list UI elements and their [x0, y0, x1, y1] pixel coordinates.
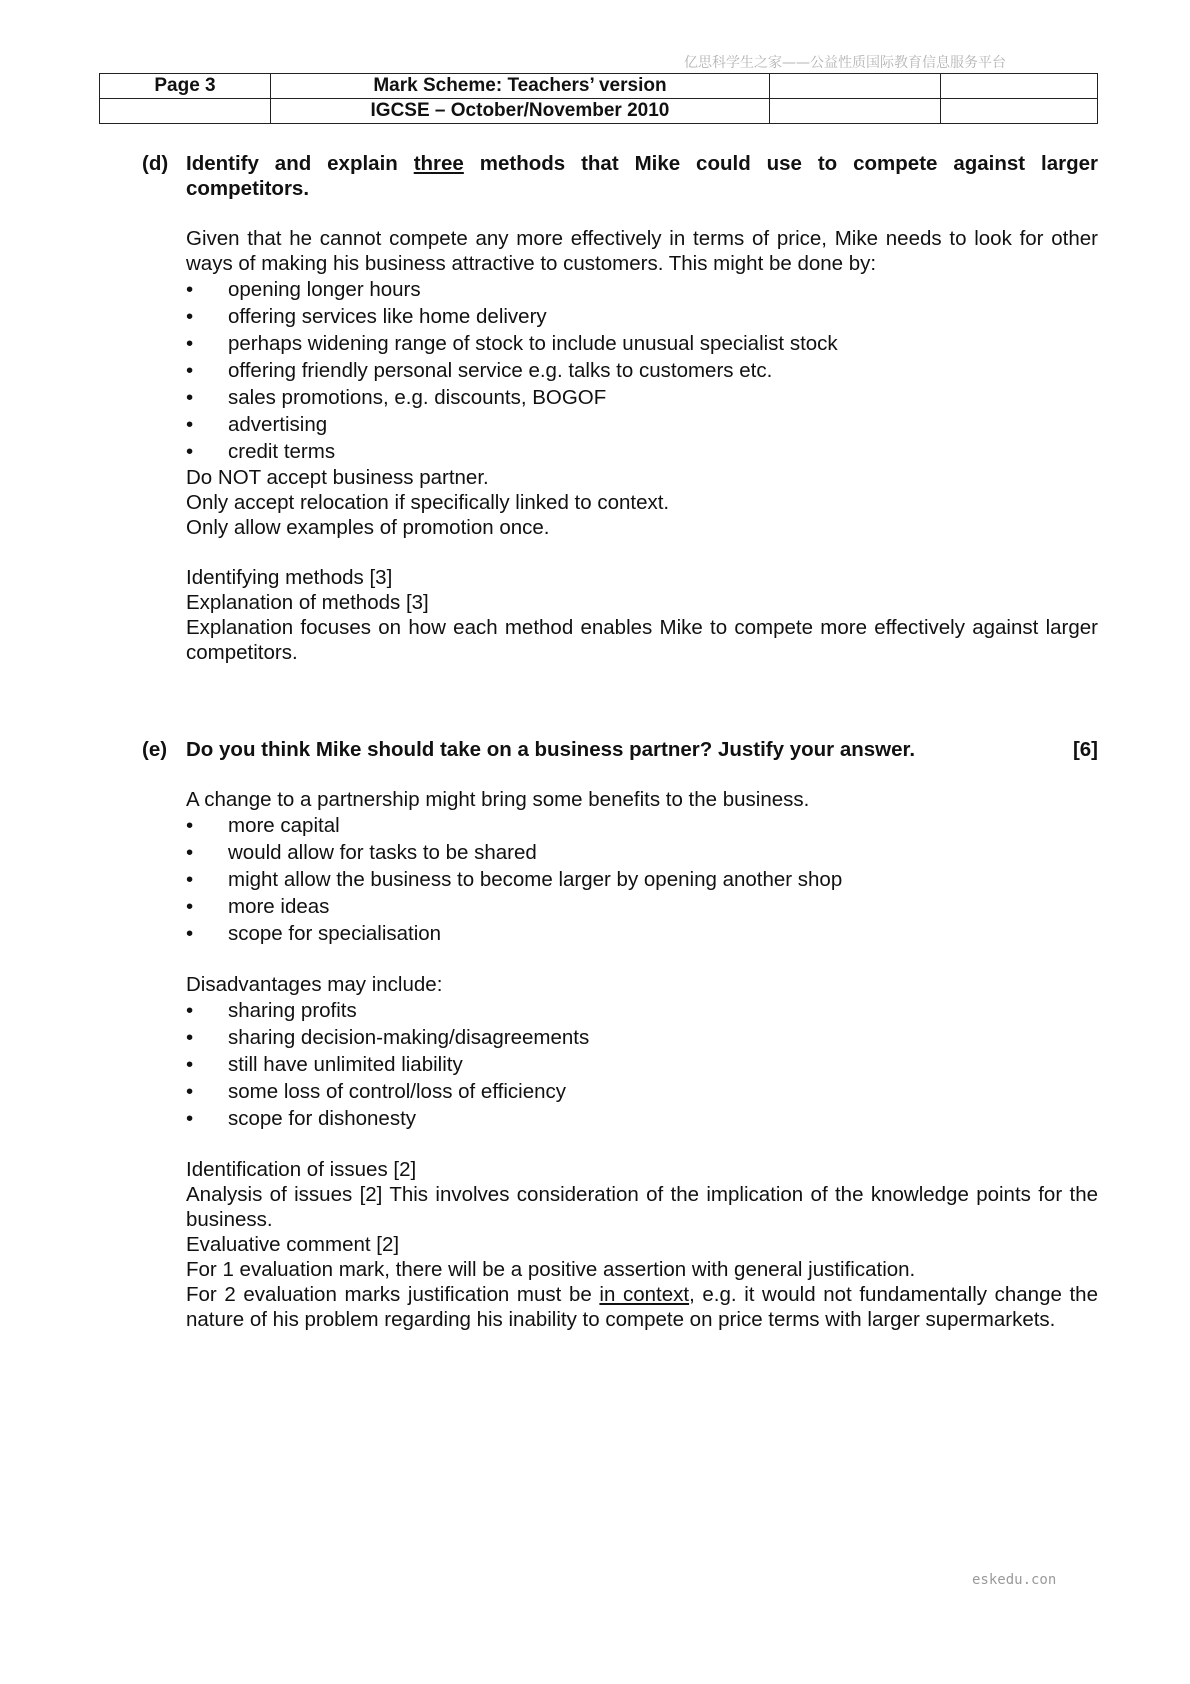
question-d-intro: Given that he cannot compete any more effectively in terms of price, Mike needs to look for other ways of making his business attractive to customers. This might be done by: — [186, 227, 1098, 275]
list-item: • perhaps widening range of stock to include unusual specialist stock — [186, 330, 1098, 357]
question-d-label: (d) — [142, 152, 169, 175]
marking-line: Explanation focuses on how each method enables Mike to compete more effectively against larger competitors. — [186, 616, 1098, 664]
mark-scheme-content — [142, 151, 1098, 1332]
header-empty-cell — [100, 99, 271, 124]
page-header-table — [99, 73, 1098, 124]
question-e-label: (e) — [142, 738, 168, 761]
question-d-text: Identify and explain three methods that Mike could use to compete against larger competitors. — [186, 152, 1098, 200]
header-empty-cell — [769, 74, 940, 99]
watermark-text: 亿思科学生之家——公益性质国际教育信息服务平台 — [684, 55, 1006, 71]
note-line: Only allow examples of promotion once. — [186, 516, 550, 539]
marking-line: For 1 evaluation mark, there will be a positive assertion with general justification. — [186, 1258, 916, 1281]
marking-line: Explanation of methods [3] — [186, 591, 429, 614]
footer-watermark: eskedu.con — [972, 1572, 1057, 1588]
question-d-methods-list — [186, 276, 1098, 465]
list-item: • sales promotions, e.g. discounts, BOGOF — [186, 384, 1098, 411]
underlined-phrase: in context — [599, 1283, 690, 1306]
list-item: • offering friendly personal service e.g. talks to customers etc. — [186, 357, 1098, 384]
list-item: • more capital — [186, 812, 1098, 839]
benefits-list — [186, 812, 1098, 947]
list-item: • scope for dishonesty — [186, 1105, 1098, 1132]
list-item: • advertising — [186, 411, 1098, 438]
list-item: • scope for specialisation — [186, 920, 1098, 947]
list-item: • still have unlimited liability — [186, 1051, 1098, 1078]
header-empty-cell — [940, 99, 1097, 124]
question-d-heading — [142, 151, 1098, 201]
disadvantages-list — [186, 997, 1098, 1132]
list-item: • more ideas — [186, 893, 1098, 920]
list-item: • sharing profits — [186, 997, 1098, 1024]
question-e-text: Do you think Mike should take on a business partner? Justify your answer. — [186, 738, 916, 761]
question-e-answer — [186, 762, 1098, 1332]
header-empty-cell — [769, 99, 940, 124]
header-empty-cell — [940, 74, 1097, 99]
disadvantages-intro: Disadvantages may include: — [186, 973, 443, 996]
marking-line: Analysis of issues [2] This involves consideration of the implication of the knowledge points for the business. — [186, 1183, 1098, 1231]
document-title: Mark Scheme: Teachers’ version — [270, 74, 769, 99]
list-item: • might allow the business to become larger by opening another shop — [186, 866, 1098, 893]
question-d-answer — [186, 201, 1098, 665]
page-number: Page 3 — [100, 74, 271, 99]
list-item: • offering services like home delivery — [186, 303, 1098, 330]
marking-line: Identifying methods [3] — [186, 566, 393, 589]
question-e-intro: A change to a partnership might bring some benefits to the business. — [186, 788, 810, 811]
list-item: • sharing decision-making/disagreements — [186, 1024, 1098, 1051]
underlined-word: three — [413, 152, 464, 175]
marking-line-final: For 2 evaluation marks justification must be in context, e.g. it would not fundamentally change the nature of his problem regarding his inability to compete on price terms with larger supermarkets. — [186, 1283, 1098, 1331]
note-line: Only accept relocation if specifically linked to context. — [186, 491, 670, 514]
marking-line: Evaluative comment [2] — [186, 1233, 400, 1256]
question-e-heading — [142, 737, 1098, 762]
list-item: • would allow for tasks to be shared — [186, 839, 1098, 866]
question-e-marks: [6] — [1072, 738, 1098, 761]
list-item: • opening longer hours — [186, 276, 1098, 303]
list-item: • credit terms — [186, 438, 1098, 465]
list-item: • some loss of control/loss of efficiency — [186, 1078, 1098, 1105]
exam-session: IGCSE – October/November 2010 — [270, 99, 769, 124]
note-line: Do NOT accept business partner. — [186, 466, 489, 489]
marking-line: Identification of issues [2] — [186, 1158, 417, 1181]
